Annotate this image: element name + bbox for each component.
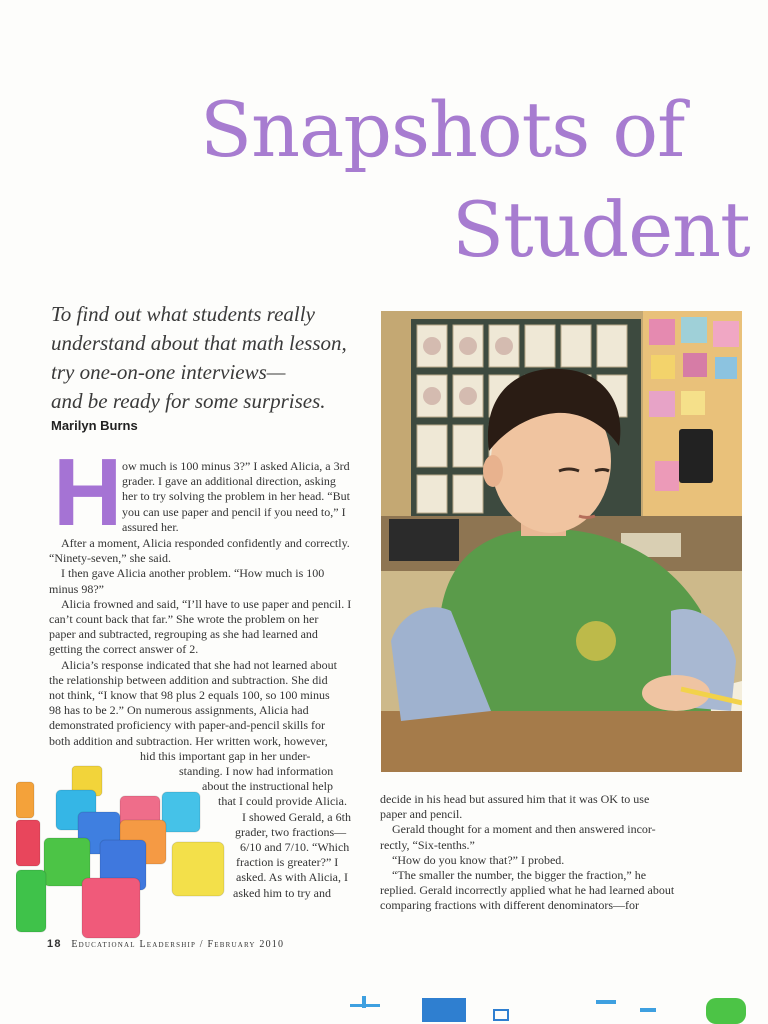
text-line: getting the correct answer of 2.	[49, 642, 199, 657]
page-footer	[47, 938, 284, 950]
page-number: 18	[47, 938, 62, 950]
text-line: demonstrated proficiency with paper-and-pencil skills for	[49, 718, 325, 733]
page-bleed-decoration	[0, 996, 768, 1024]
text-line: I then gave Alicia another problem. “How much is 100	[61, 566, 325, 581]
text-line: paper and pencil.	[380, 807, 463, 822]
title-line-1: Snapshots of	[200, 85, 685, 174]
deck-line: To find out what students really	[51, 302, 315, 326]
title-line-2: Student	[452, 185, 750, 274]
text-line: 98 has to be 2.” On numerous assignments, Alicia had	[49, 703, 309, 718]
text-line: replied. Gerald incorrectly applied what he had learned about	[380, 883, 675, 898]
text-line: you can use paper and pencil if you need to,” I	[122, 504, 346, 519]
text-line: standing. I now had information	[179, 764, 334, 779]
text-line: asked him to try and	[233, 885, 331, 900]
text-line: grader. I gave an additional direction, asking	[122, 474, 336, 489]
text-line: that I could provide Alicia.	[218, 794, 347, 809]
text-line: fraction is greater?” I	[236, 855, 339, 870]
deck-line: and be ready for some surprises.	[51, 389, 326, 413]
student-photo-illustration	[381, 311, 742, 772]
publication-name: Educational Leadership	[71, 939, 197, 950]
text-line: can’t count back that far.” She wrote the problem on her	[49, 612, 319, 627]
deck-line: try one-on-one interviews—	[51, 360, 286, 384]
text-line: ow much is 100 minus 3?” I asked Alicia, a 3rd	[122, 459, 350, 473]
text-line: I showed Gerald, a 6th	[242, 809, 351, 824]
text-line: rectly, “Six-tenths.”	[380, 837, 475, 852]
text-line: assured her.	[122, 519, 179, 534]
issue-date: February 2010	[207, 939, 285, 950]
column-2-body	[380, 792, 674, 914]
drop-cap: H	[53, 439, 123, 546]
text-line: 6/10 and 7/10. “Which	[240, 840, 350, 855]
text-line: decide in his head but assured him that it was OK to use	[380, 792, 650, 806]
author-byline: Marilyn Burns	[51, 418, 138, 433]
text-line: Alicia’s response indicated that she had not learned about	[61, 657, 337, 672]
deck-line: understand about that math lesson,	[51, 331, 347, 355]
text-line: Alicia frowned and said, “I’ll have to use paper and pencil. I	[61, 596, 352, 611]
text-line: not think, “I know that 98 plus 2 equals 100, so 100 minus	[49, 688, 330, 703]
text-line: grader, two fractions—	[235, 824, 347, 839]
text-line: asked. As with Alicia, I	[236, 870, 348, 885]
student-photo	[381, 311, 742, 772]
text-line: the relationship between addition and subtraction. She did	[49, 672, 328, 687]
text-line: paper and subtracted, regrouping as she had learned and	[49, 627, 318, 642]
text-line: Gerald thought for a moment and then answered incor-	[392, 822, 656, 837]
text-line: both addition and subtraction. Her written work, however,	[49, 733, 328, 748]
text-line: comparing fractions with different denominators—for	[380, 898, 640, 913]
text-line: “How do you know that?” I probed.	[392, 852, 565, 867]
column-1-intro	[122, 459, 350, 535]
deck-subtitle	[51, 300, 371, 416]
footer-separator: /	[199, 939, 204, 950]
text-line: about the instructional help	[202, 779, 333, 794]
text-line: After a moment, Alicia responded confidently and correctly.	[61, 536, 350, 550]
text-line: minus 98?”	[49, 581, 104, 596]
text-line: hid this important gap in her under-	[140, 748, 311, 763]
text-line: her to try solving the problem in her head. “But	[122, 489, 350, 504]
text-line: “The smaller the number, the bigger the fraction,” he	[392, 868, 647, 883]
text-line: “Ninety-seven,” she said.	[49, 551, 171, 566]
colored-cubes-illustration	[16, 760, 236, 940]
